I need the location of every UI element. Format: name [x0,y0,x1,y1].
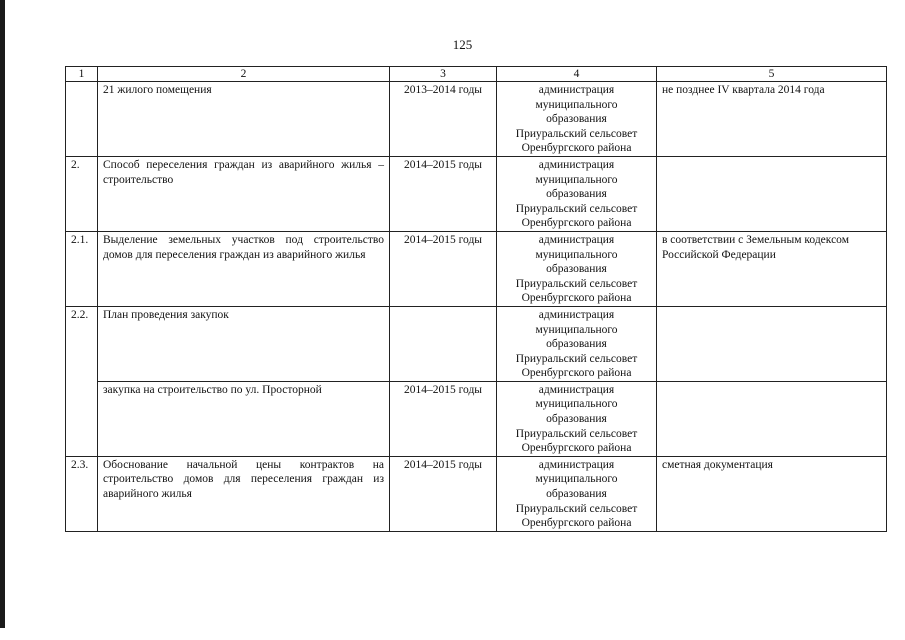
row-description: План проведения закупок [98,306,390,381]
table-row [66,456,887,531]
executor-line: образования [546,413,607,426]
program-table [65,66,887,532]
row-note [657,156,887,231]
executor-line: Приуральский сельсовет [515,427,638,440]
header-cell-3: 3 [390,67,497,82]
row-number: 2.3. [66,456,98,531]
row-executor [497,456,657,531]
row-executor [497,82,657,157]
executor-line: Приуральский сельсовет [515,502,638,515]
executor-line: образования [546,263,607,276]
row-note [657,381,887,456]
header-cell-2: 2 [98,67,390,82]
executor-line: администрация [538,308,615,321]
header-cell-1: 1 [66,67,98,82]
row-number: 2.2. [66,306,98,381]
row-period: 2014–2015 годы [390,231,497,306]
row-period [390,306,497,381]
executor-line: Оренбургского района [521,442,632,455]
executor-line: Оренбургского района [521,142,632,155]
row-note: не позднее IV квартала 2014 года [657,82,887,157]
header-cell-5: 5 [657,67,887,82]
executor-line: муниципального [535,173,618,186]
row-number [66,381,98,456]
executor-line: муниципального [535,248,618,261]
executor-line: администрация [538,383,615,396]
row-executor [497,381,657,456]
row-period: 2014–2015 годы [390,381,497,456]
row-description: Способ переселения граждан из аварийного жилья – строительство [98,156,390,231]
executor-line: Оренбургского района [521,517,632,530]
executor-line: Оренбургского района [521,292,632,305]
executor-line: Оренбургского района [521,217,632,230]
executor-line: муниципального [535,398,618,411]
row-number [66,82,98,157]
row-number: 2. [66,156,98,231]
row-note: сметная документация [657,456,887,531]
executor-line: администрация [538,458,615,471]
executor-line: образования [546,188,607,201]
executor-line: муниципального [535,473,618,486]
table-header-row [66,67,887,82]
executor-line: образования [546,113,607,126]
row-note: в соответствии с Земельным кодексом Российской Федерации [657,231,887,306]
executor-line: администрация [538,233,615,246]
row-description: 21 жилого помещения [98,82,390,157]
table-row [66,306,887,381]
row-description: Выделение земельных участков под строительство домов для переселения граждан из аварийного жилья [98,231,390,306]
page-number: 125 [452,37,473,52]
executor-line: Приуральский сельсовет [515,352,638,365]
row-period: 2014–2015 годы [390,156,497,231]
executor-line: администрация [538,84,615,96]
executor-line: Оренбургского района [521,367,632,380]
table-row [66,231,887,306]
table-row [66,82,887,157]
executor-line: образования [546,488,607,501]
row-description: закупка на строительство по ул. Просторной [98,381,390,456]
executor-line: муниципального [535,323,618,336]
executor-line: Приуральский сельсовет [515,202,638,215]
table-row [66,156,887,231]
row-note [657,306,887,381]
row-description: Обоснование начальной цены контрактов на строительство домов для переселения граждан из аварийного жилья [98,456,390,531]
executor-line: образования [546,338,607,351]
row-period: 2013–2014 годы [390,82,497,157]
row-executor [497,231,657,306]
row-executor [497,156,657,231]
executor-line: администрация [538,158,615,171]
header-cell-4: 4 [497,67,657,82]
row-executor [497,306,657,381]
row-period: 2014–2015 годы [390,456,497,531]
row-number: 2.1. [66,231,98,306]
executor-line: Приуральский сельсовет [515,277,638,290]
executor-line: муниципального [535,98,618,111]
executor-line: Приуральский сельсовет [515,127,638,140]
left-margin-bar [0,0,5,628]
table-row [66,381,887,456]
